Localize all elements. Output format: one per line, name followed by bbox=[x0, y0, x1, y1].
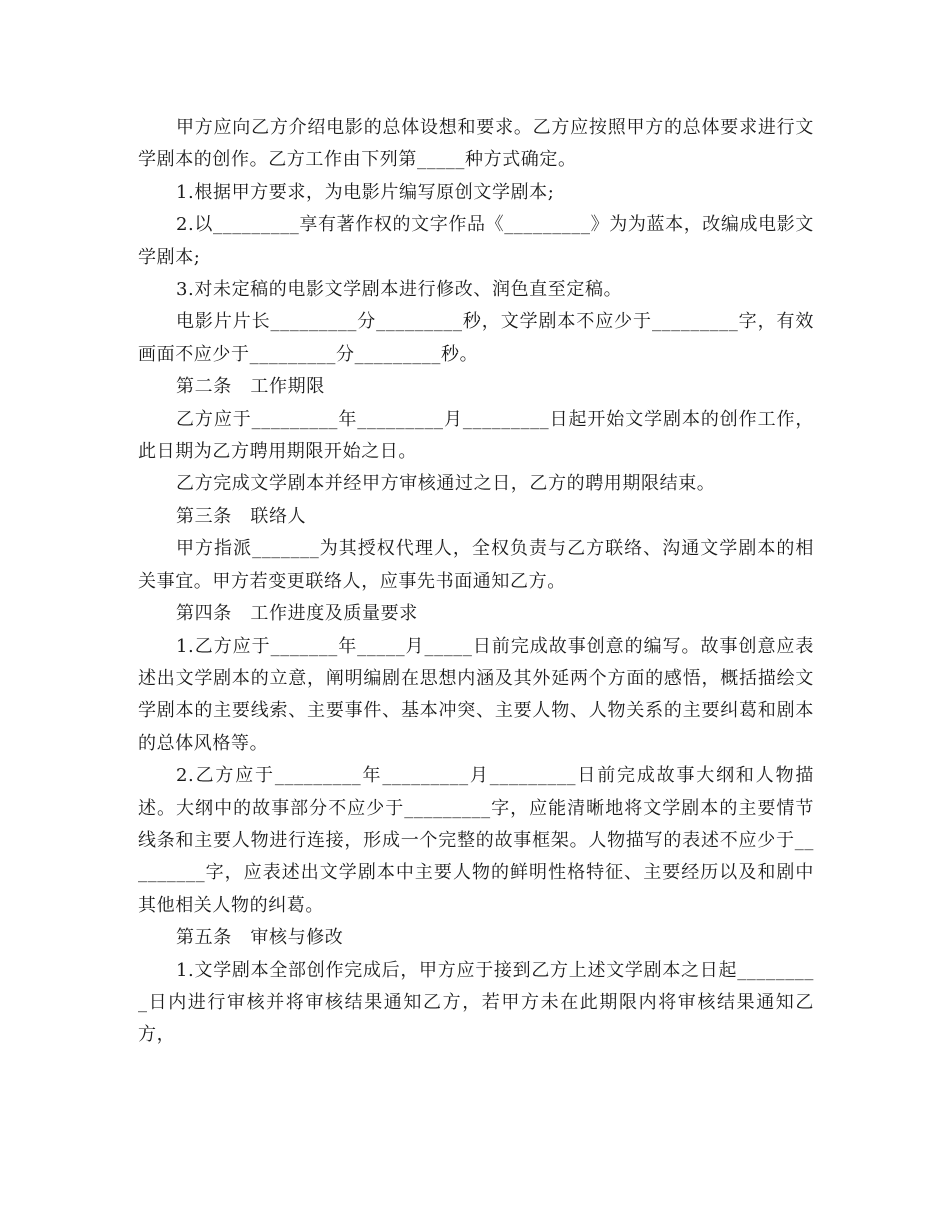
paragraph-story-outline: 2.乙方应于_________年_________月_________日前完成故事大纲和人物描述。大纲中的故事部分不应少于_________字，应能清晰地将文学剧本的主要情节线条和主要人物进行连接，形成一个完整的故事框架。人物描写的表述不应少于_________字，应表述出文学剧本中主要人物的鲜明性格特征、主要经历以及和剧中其他相关人物的纠葛。 bbox=[138, 765, 814, 916]
paragraph-option-2: 2.以_________享有著作权的文字作品《_________》为为蓝本，改编成电影文学剧本; bbox=[138, 214, 814, 268]
section-heading-article-3: 第三条 联络人 bbox=[176, 505, 307, 527]
paragraph-start-date: 乙方应于_________年_________月_________日起开始文学剧本的创作工作，此日期为乙方聘用期限开始之日。 bbox=[138, 408, 814, 463]
section-heading-article-5: 第五条 审核与修改 bbox=[176, 927, 344, 949]
paragraph-option-1: 1.根据甲方要求，为电影片编写原创文学剧本; bbox=[176, 181, 555, 203]
paragraph-option-3: 3.对未定稿的电影文学剧本进行修改、润色直至定稿。 bbox=[176, 279, 623, 301]
paragraph-end-date: 乙方完成文学剧本并经甲方审核通过之日，乙方的聘用期限结束。 bbox=[176, 473, 716, 495]
paragraph-review: 1.文学剧本全部创作完成后，甲方应于接到乙方上述文学剧本之日起_________日内进行审核并将审核结果通知乙方，若甲方未在此期限内将审核结果通知乙方， bbox=[138, 959, 814, 1046]
paragraph-film-length: 电影片片长_________分_________秒，文学剧本不应少于_________字，有效画面不应少于_________分_________秒。 bbox=[138, 311, 814, 365]
paragraph-intro: 甲方应向乙方介绍电影的总体设想和要求。乙方应按照甲方的总体要求进行文学剧本的创作。乙方工作由下列第_____种方式确定。 bbox=[138, 117, 814, 171]
contract-body bbox=[138, 112, 814, 1052]
paragraph-contact-person: 甲方指派_______为其授权代理人，全权负责与乙方联络、沟通文学剧本的相关事宜。甲方若变更联络人，应事先书面通知乙方。 bbox=[138, 538, 814, 592]
section-heading-article-4: 第四条 工作进度及质量要求 bbox=[176, 603, 418, 625]
paragraph-story-idea: 1.乙方应于_______年_____月_____日前完成故事创意的编写。故事创意应表述出文学剧本的立意，阐明编剧在思想内涵及其外延两个方面的感悟，概括描绘文学剧本的主要线索、主要事件、基本冲突、主要人物、人物关系的主要纠葛和剧本的总体风格等。 bbox=[138, 635, 814, 754]
section-heading-article-2: 第二条 工作期限 bbox=[176, 376, 325, 398]
